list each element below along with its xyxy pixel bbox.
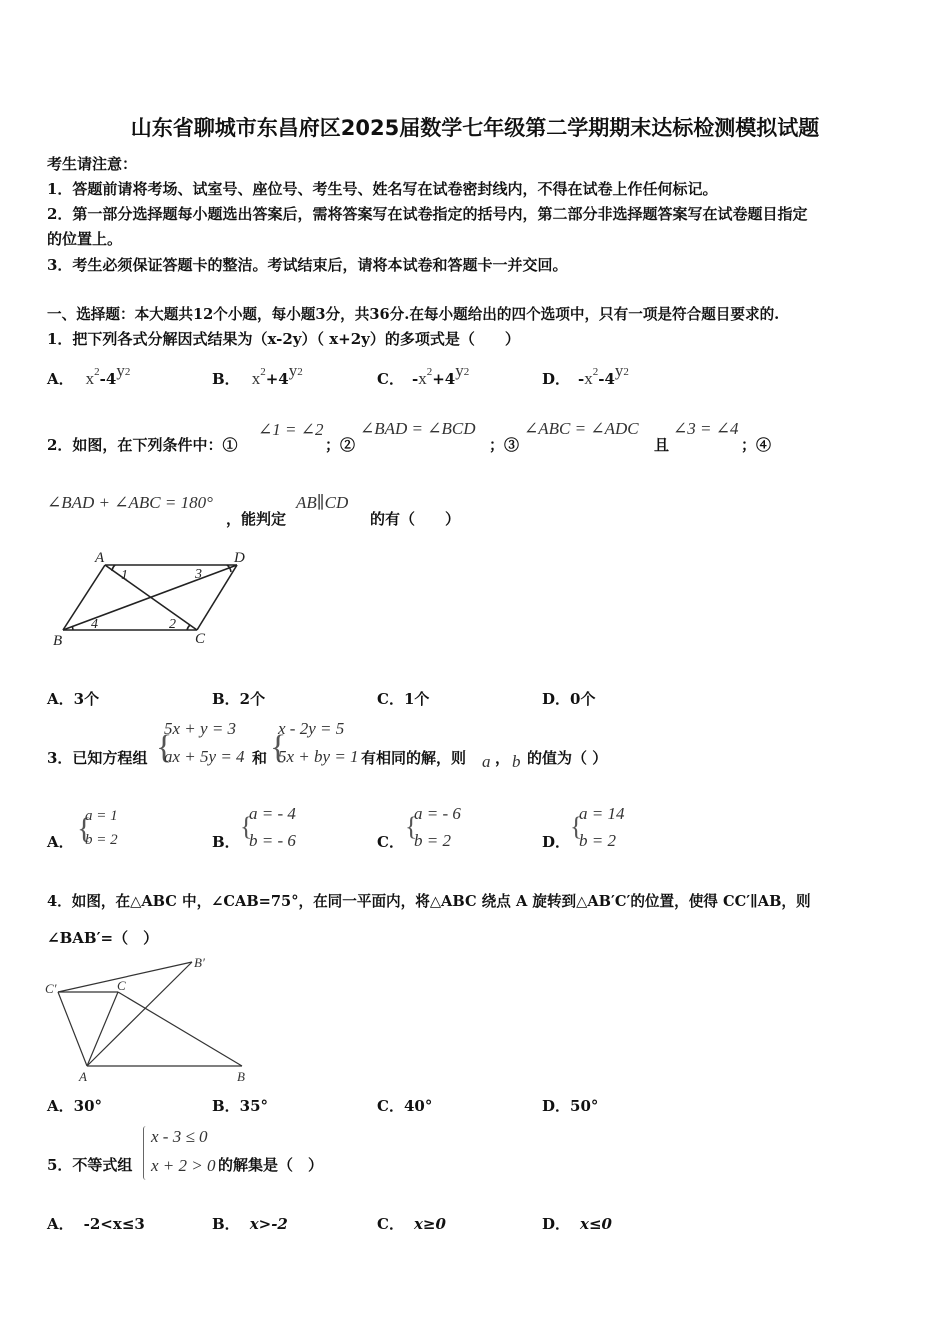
q4-option-a[interactable]: A．30° — [47, 1097, 103, 1115]
q3-option-d-brace: { — [570, 812, 583, 841]
q3-comma: ， — [495, 749, 511, 767]
q2-segment-ab — [63, 565, 105, 630]
q4-segment-cb — [118, 992, 242, 1066]
q1-option-d-label: D． — [542, 370, 571, 388]
q1-option-c-x: x — [418, 369, 427, 388]
q2-label-c: C — [195, 631, 206, 647]
q2-option-a[interactable]: A．3个 — [47, 690, 100, 708]
q1-option-b-y: y — [288, 361, 298, 380]
q2-sep-3: ；③ — [489, 436, 520, 454]
q2-cond-ab-cd: AB∥CD — [296, 493, 349, 512]
q5-option-a-label: A． — [47, 1215, 74, 1233]
q1-option-b-label: B． — [212, 370, 240, 388]
q1-option-b-xexp: 2 — [260, 366, 266, 378]
q1-option-c-mid: +4 — [432, 370, 456, 388]
q3-stem-end: 的值为（ ） — [527, 749, 608, 767]
q3-option-d-label: D． — [542, 833, 571, 851]
q3-option-a-line1: a = 1 — [85, 808, 118, 824]
q5-ineq-2: x + 2 > 0 — [151, 1156, 216, 1175]
q1-option-a-xexp: 2 — [94, 366, 100, 378]
q2-option-d[interactable]: D．0个 — [542, 690, 596, 708]
q3-system1-eq1: 5x + y = 3 — [164, 719, 237, 738]
q2-cond-3b: ∠3 = ∠4 — [673, 419, 739, 438]
q3-option-b-line2: b = - 6 — [249, 831, 296, 850]
q2-cond-2: ∠BAD = ∠BCD — [360, 419, 476, 438]
q1-option-b[interactable] — [212, 361, 303, 389]
q3-option-b-line1: a = - 4 — [249, 804, 296, 823]
q3-system1-brace: { — [156, 729, 173, 766]
q3-option-b-brace: { — [240, 812, 253, 841]
q5-system-brace — [143, 1126, 146, 1180]
q3-system1-eq2: ax + 5y = 4 — [164, 747, 245, 766]
notice-item-2-cont: 的位置上。 — [47, 230, 123, 248]
q2-option-c[interactable]: C．1个 — [377, 690, 430, 708]
q3-system2-brace: { — [270, 729, 287, 766]
q3-option-a-label: A． — [47, 833, 74, 851]
q1-stem: 1．把下列各式分解因式结果为（x-2y）（ x+2y）的多项式是（ ） — [47, 330, 520, 348]
q3-stem-start: 3．已知方程组 — [47, 749, 148, 767]
q3-var-a: a — [482, 752, 491, 771]
q4-segment-ac1 — [58, 992, 87, 1066]
q3-option-c[interactable] — [377, 802, 517, 856]
q3-option-c-label: C． — [377, 833, 404, 851]
q2-segment-bd — [63, 565, 237, 630]
q2-stem-end: 的有（ ） — [370, 510, 461, 528]
q2-angle-label-2: 2 — [169, 617, 176, 632]
q1-option-c-pre: - — [411, 370, 419, 388]
q5-option-a[interactable] — [47, 1213, 145, 1234]
q5-ineq-1: x - 3 ≤ 0 — [151, 1127, 208, 1146]
q2-cond-3: ∠ABC = ∠ADC — [524, 419, 639, 438]
notice-heading: 考生请注意： — [47, 155, 138, 173]
notice-item-3: 3．考生必须保证答题卡的整洁。考试结束后，请将本试卷和答题卡一并交回。 — [47, 256, 568, 274]
q5-option-c-value: x≥0 — [413, 1215, 446, 1233]
q3-option-a[interactable] — [47, 806, 187, 856]
q2-segment-dc — [197, 565, 237, 630]
q4-segment-ab1 — [87, 962, 192, 1066]
q2-sep-2: ；② — [325, 436, 356, 454]
q2-option-b[interactable]: B．2个 — [212, 690, 266, 708]
q2-cond-4: ∠BAD + ∠ABC = 180° — [47, 493, 213, 512]
q5-option-d-value: x≤0 — [580, 1215, 612, 1233]
q1-option-a-label: A． — [47, 370, 74, 388]
q3-option-d-line2: b = 2 — [579, 831, 616, 850]
q4-label-c: C — [117, 978, 126, 993]
q1-option-a-x: x — [85, 369, 95, 388]
q2-label-a: A — [95, 550, 105, 566]
q1-option-d-y: y — [614, 361, 624, 380]
section-heading: 一、选择题：本大题共12个小题，每小题3分，共36分.在每小题给出的四个选项中，只有一项是符合题目要求的. — [47, 306, 780, 323]
q4-option-b[interactable]: B．35° — [212, 1097, 269, 1115]
q4-label-b1: B′ — [194, 955, 205, 970]
q2-angle-label-4: 4 — [91, 617, 98, 632]
q1-option-c-label: C． — [377, 370, 404, 388]
q5-option-d[interactable] — [542, 1213, 612, 1234]
q4-option-c[interactable]: C．40° — [377, 1097, 433, 1115]
q1-option-d-xexp: 2 — [592, 366, 599, 378]
q1-option-b-mid: +4 — [265, 370, 289, 388]
q3-system2-eq2: 5x + by = 1 — [278, 747, 359, 766]
q5-option-b-value: x>-2 — [249, 1215, 288, 1233]
q1-option-a-y: y — [116, 361, 125, 380]
q2-judge: ，能判定 — [226, 510, 287, 528]
q5-stem-start: 5．不等式组 — [47, 1156, 133, 1174]
q1-option-c-yexp: 2 — [463, 366, 470, 378]
q3-and: 和 — [252, 749, 268, 767]
q5-option-b-label: B． — [212, 1215, 240, 1233]
q4-stem-line1: 4．如图，在△ABC 中，∠CAB=75°，在同一平面内，将△ABC 绕点 A 旋转到△AB′C′的位置，使得 CC′∥AB，则 — [47, 893, 811, 910]
q2-angle-label-1: 1 — [121, 568, 128, 583]
q2-label-d: D — [234, 550, 245, 566]
q2-cond-1: ∠1 = ∠2 — [258, 420, 324, 439]
page-title: 山东省聊城市东昌府区2025届数学七年级第二学期期末达标检测模拟试题 — [130, 116, 820, 140]
q3-option-d[interactable] — [542, 802, 682, 856]
q1-option-d-mid: -4 — [598, 370, 615, 388]
q1-option-c-y: y — [455, 361, 464, 380]
notice-item-2: 2．第一部分选择题每小题选出答案后，需将答案写在试卷指定的括号内，第二部分非选择题答案写在试卷题目指定 — [47, 205, 808, 223]
q3-mid: 有相同的解，则 — [361, 749, 467, 767]
q3-option-c-line2: b = 2 — [414, 831, 451, 850]
q1-option-d[interactable] — [542, 361, 629, 389]
q1-option-c-xexp: 2 — [426, 366, 433, 378]
q2-stem-start: 2．如图，在下列条件中：① — [47, 436, 238, 454]
q1-option-c[interactable] — [377, 361, 470, 389]
q4-stem-line2: ∠BAB′=（ ） — [47, 929, 159, 947]
q4-segment-ac — [87, 992, 118, 1066]
q1-option-d-x: x — [584, 369, 593, 388]
q3-option-d-line1: a = 14 — [579, 804, 625, 823]
q2-angle-label-3: 3 — [195, 567, 202, 582]
q2-sep-4: ；④ — [741, 436, 772, 454]
q5-option-b[interactable] — [212, 1213, 288, 1234]
q5-option-a-value: -2<x≤3 — [83, 1215, 145, 1233]
q3-option-b-label: B． — [212, 833, 240, 851]
q5-option-d-label: D． — [542, 1215, 571, 1233]
q1-option-d-pre: - — [578, 370, 585, 388]
q4-label-a: A — [79, 1069, 87, 1084]
q3-option-c-line1: a = - 6 — [414, 804, 461, 823]
q2-label-b: B — [53, 633, 63, 649]
q3-option-c-brace: { — [405, 812, 418, 841]
q4-option-d[interactable]: D．50° — [542, 1097, 599, 1115]
q5-stem-end: 的解集是（ ） — [218, 1156, 324, 1174]
notice-item-1: 1．答题前请将考场、试室号、座位号、考生号、姓名写在试卷密封线内，不得在试卷上作任何标记。 — [47, 180, 718, 198]
q3-option-a-brace: { — [77, 812, 92, 845]
q4-label-b: B — [237, 1069, 245, 1084]
q4-label-c1: C′ — [45, 981, 57, 996]
q2-and: 且 — [654, 436, 670, 454]
q3-option-b[interactable] — [212, 802, 352, 856]
q3-var-b: b — [512, 752, 521, 771]
q5-option-c[interactable] — [377, 1213, 446, 1234]
q1-option-d-yexp: 2 — [623, 366, 629, 378]
q1-option-a-mid: -4 — [99, 370, 117, 388]
q1-option-a[interactable] — [47, 361, 131, 389]
q3-option-a-line2: b = 2 — [85, 832, 118, 848]
q1-option-b-yexp: 2 — [297, 366, 303, 378]
q4-rotation-figure — [42, 950, 257, 1085]
q5-option-c-label: C． — [377, 1215, 404, 1233]
q1-option-a-yexp: 2 — [124, 366, 131, 378]
q3-system2-eq1: x - 2y = 5 — [278, 719, 345, 738]
q2-parallelogram-figure — [45, 545, 260, 650]
q1-option-b-x: x — [251, 369, 261, 388]
